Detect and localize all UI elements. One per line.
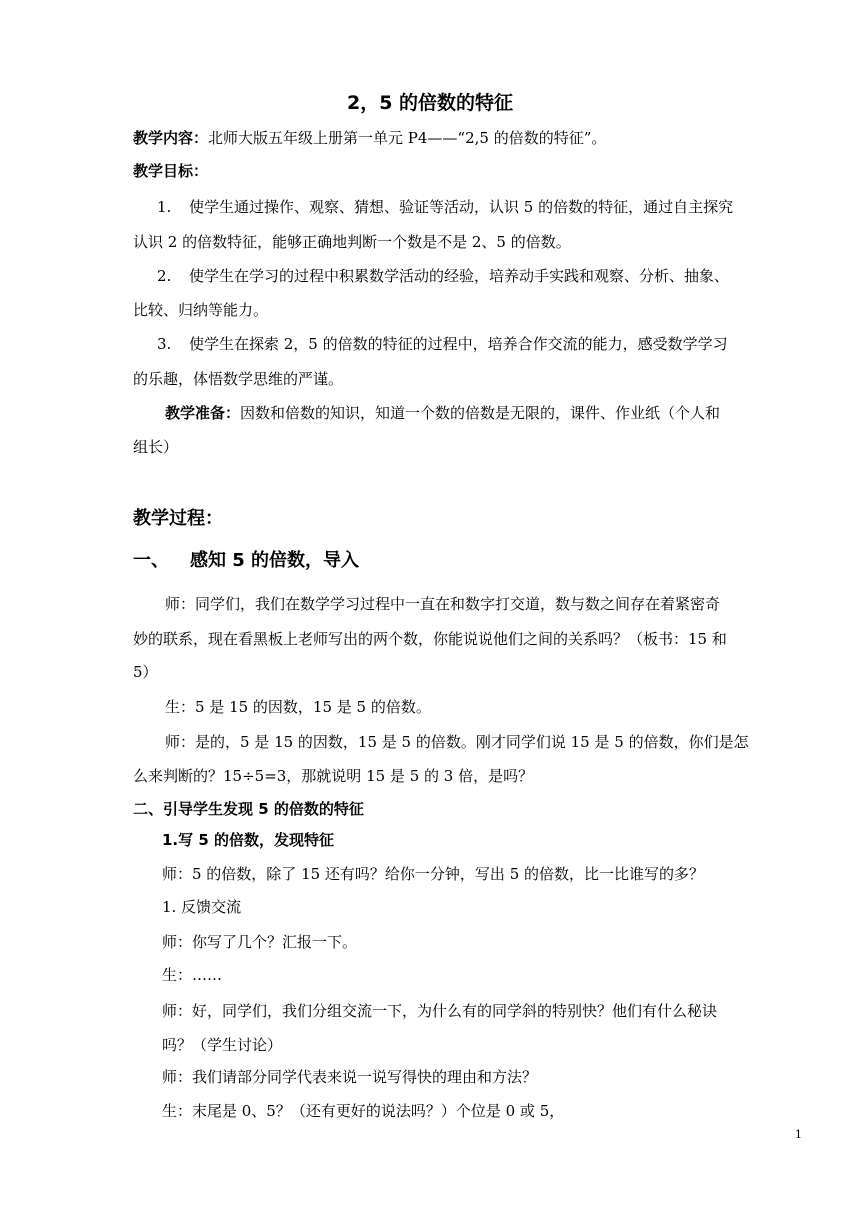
para-4: 师：5 的倍数，除了 15 还有吗？给你一分钟，写出 5 的倍数，比一比谁写的多？: [162, 865, 705, 883]
para-1-line-3: 5）: [133, 663, 158, 681]
teaching-content-text: 北师大版五年级上册第一单元 P4——“2,5 的倍数的特征”。: [208, 129, 607, 147]
para-5: 师：你写了几个？汇报一下。: [162, 933, 358, 951]
para-7-line-2: 吗？（学生讨论）: [162, 1036, 283, 1054]
teaching-content-label: 教学内容：: [133, 129, 209, 147]
section-2-heading: 二、引导学生发现 5 的倍数的特征: [133, 800, 364, 818]
goal-1-line-2: 认识 2 的倍数特征，能够正确地判断一个数是不是 2、5 的倍数。: [133, 233, 571, 251]
subsection-1-heading: 1.写 5 的倍数，发现特征: [162, 831, 335, 849]
section-1-title: 感知 5 的倍数，导入: [190, 550, 360, 571]
goal-2-line-2: 比较、归纳等能力。: [133, 301, 269, 319]
para-3-line-2: 么来判断的？15÷5=3，那就说明 15 是 5 的 3 倍，是吗？: [133, 767, 534, 785]
goal-2-num: 2.: [157, 267, 172, 285]
para-9: 生：末尾是 0、5？（还有更好的说法吗？）个位是 0 或 5，: [162, 1102, 565, 1120]
para-6: 生：……: [162, 966, 223, 984]
page-title: 2，5 的倍数的特征: [346, 92, 514, 114]
page-number: 1: [795, 1128, 802, 1141]
teaching-prep-line-2: 组长）: [133, 438, 179, 456]
para-1-line-2: 妙的联系，现在看黑板上老师写出的两个数，你能说说他们之间的关系吗？（板书：15 和: [133, 630, 727, 648]
section-1-num: 一、: [133, 550, 169, 571]
teaching-prep-line-1: 因数和倍数的知识，知道一个数的倍数是无限的，课件、作业纸（个人和: [240, 404, 721, 422]
para-7-line-1: 师：好，同学们，我们分组交流一下，为什么有的同学斜的特别快？他们有什么秘诀: [162, 1002, 718, 1020]
goal-1-num: 1.: [157, 198, 172, 216]
para-3-line-1: 师：是的，5 是 15 的因数，15 是 5 的倍数。刚才同学们说 15 是 5 的倍数，你们是怎: [165, 733, 749, 751]
process-heading: 教学过程：: [133, 508, 223, 529]
goal-3-num: 3.: [157, 335, 172, 353]
subsection-2-heading: 1. 反馈交流: [162, 898, 242, 916]
goal-2-line-1: 使学生在学习的过程中积累数学活动的经验，培养动手实践和观察、分析、抽象、: [189, 267, 730, 285]
teaching-prep: [165, 403, 720, 423]
para-2: 生：5 是 15 的因数，15 是 5 的倍数。: [165, 698, 431, 716]
goal-3-line-1: 使学生在探索 2，5 的倍数的特征的过程中，培养合作交流的能力，感受数学学习: [189, 335, 728, 353]
goals-label: 教学目标：: [133, 162, 209, 180]
teaching-prep-label: 教学准备：: [165, 404, 241, 422]
goal-3-line-2: 的乐趣，体悟数学思维的严谨。: [133, 370, 344, 388]
para-1-line-1: 师：同学们，我们在数学学习过程中一直在和数字打交道，数与数之间存在着紧密奇: [165, 595, 721, 613]
para-8: 师：我们请部分同学代表来说一说写得快的理由和方法？: [162, 1068, 538, 1086]
teaching-content: [133, 128, 606, 148]
goal-1-line-1: 使学生通过操作、观察、猜想、验证等活动，认识 5 的倍数的特征，通过自主探究: [189, 198, 734, 216]
